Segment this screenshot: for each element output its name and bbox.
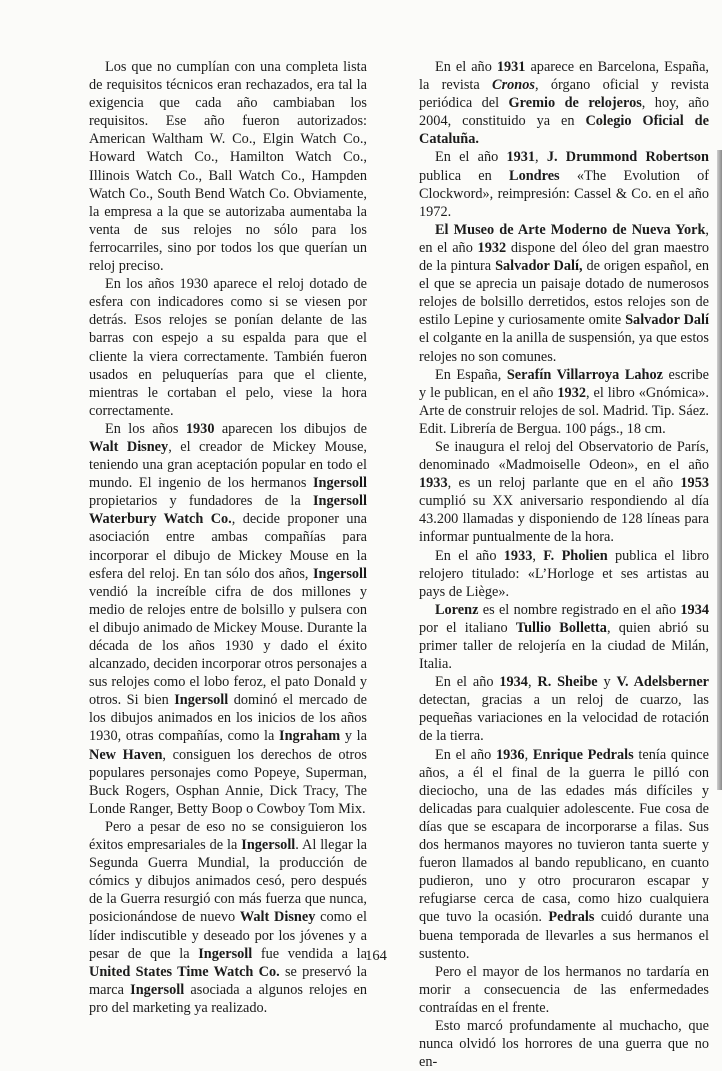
text-run: , en el año — [419, 221, 709, 256]
text-run: , — [527, 674, 538, 691]
bold-text: Ingersoll — [312, 475, 367, 492]
paragraph — [419, 601, 709, 673]
page-number: 164 — [365, 948, 387, 964]
text-run: En el año — [435, 59, 497, 75]
text-run: , el creador de Mickey Mouse, teniendo una gran aceptación popular en todo el mundo. El ingenio de los hermanos — [89, 438, 367, 492]
text-run: y la — [340, 728, 367, 745]
text-run: Se inaugura el reloj del Observatorio de París, denominado «Madmoiselle Odeon», en el año — [419, 438, 709, 474]
bold-text: 1933 — [503, 547, 533, 564]
text-run: Pero el mayor de los hermanos no tardaría en morir a consecuencia de las enfermedades contraídas en el frente. — [419, 963, 709, 1016]
bold-text: El Museo de Arte Moderno de Nueva York — [435, 221, 706, 238]
paragraph — [419, 366, 709, 438]
bold-text: V. Adelsberner — [616, 674, 710, 691]
bold-text: F. Pholien — [543, 547, 608, 564]
text-run: aparece en Barcelona, España, la revista — [419, 59, 709, 94]
bold-text: 1933 — [419, 475, 448, 492]
page-edge-shadow — [717, 150, 722, 790]
bold-text: Lorenz — [435, 601, 479, 618]
text-run: En los años — [105, 420, 186, 437]
bold-text: Ingersoll Waterbury Watch Co. — [89, 493, 367, 528]
text-run: es el nombre registrado en el año — [478, 601, 681, 618]
text-run: , es un reloj parlante que en el año — [447, 475, 681, 492]
bold-text: Ingraham — [279, 728, 341, 745]
bold-text: Gremio de relojeros — [508, 95, 642, 112]
text-run: , — [524, 746, 533, 763]
text-run: escribe y le publican, en el año — [419, 366, 710, 401]
text-run: por el italiano — [419, 619, 516, 636]
text-run: cumplió su XX aniversario respondiendo al día 43.200 llamadas y disponiendo de 128 líneas para informar puntualmente de la hora. — [419, 493, 709, 546]
bold-text: Ingersoll — [174, 692, 229, 709]
paragraph — [419, 547, 709, 601]
text-run: y — [597, 674, 617, 691]
text-run: En el año — [435, 746, 496, 763]
paragraph — [419, 221, 709, 366]
right-text-column — [419, 58, 709, 1071]
bold-text: 1936 — [495, 746, 525, 763]
bold-text: 1932 — [557, 384, 586, 401]
bold-text: 1930 — [185, 420, 215, 437]
text-run: cuidó durante una buena temporada de llevarles a sus hermanos el sustento. — [419, 909, 709, 962]
text-run: Esto marcó profundamente al muchacho, que nunca olvidó los horrores de una guerra que no en- — [419, 1017, 709, 1071]
bold-text: 1934 — [680, 601, 709, 618]
text-run: Pero a pesar de eso no se consiguieron los éxitos empresariales de la — [89, 818, 367, 854]
bold-text: 1934 — [499, 674, 528, 691]
paragraph — [419, 673, 709, 745]
left-text-column — [89, 58, 367, 1017]
paragraph — [419, 746, 709, 963]
text-run: fue vendida a la — [252, 945, 367, 962]
bold-text: Londres — [509, 167, 560, 184]
text-run: , — [532, 547, 544, 564]
bold-text: Ingersoll — [130, 981, 185, 998]
bold-text: Salvador Dalí — [625, 312, 709, 329]
bold-text: 1932 — [477, 239, 507, 256]
text-run: de origen español, en el que se aprecia un paisaje dotado de numerosos relojes de bolsillo derretidos, estos relojes son de estilo Lepine y curiosamente omite — [419, 258, 710, 329]
bold-text: Ingersoll — [241, 837, 296, 854]
paragraph — [89, 58, 367, 275]
paragraph — [89, 818, 367, 1017]
text-run: , el libro «Gnómica». Arte de construir relojes de sol. Madrid. Tip. Sáez. Edit. Librería de Bergua. 100 págs., 18 cm. — [419, 384, 709, 437]
text-run: Los que no cumplían con una completa lista de requisitos técnicos eran rechazados, era tal la exigencia que cada año cambiaban los requisitos. Ese año fueron autorizados: American Waltham W. Co., Elgin Watch Co., Howard Watch Co., Hamilton Watch Co., Illinois Watch Co., Ball Watch Co., Hampden Watch Co., South Bend Watch Co. Obviamente, la empresa a la que se autorizaba aumentaba la venta de sus relojes no sólo para los ferrocarriles, sino por todos los que querían un reloj preciso. — [89, 59, 367, 275]
text-run: , quien abrió su primer taller de relojería en la ciudad de Milán, Italia. — [419, 619, 709, 673]
bold-text: United States Time Watch Co. — [89, 963, 280, 980]
text-run: , hoy, año 2004, constituido ya en — [419, 95, 709, 130]
text-run: En el año — [435, 547, 504, 564]
bold-text: Cronos — [492, 77, 535, 94]
text-run: detectan, gracias a un reloj de cuarzo, las pequeñas variaciones en la velocidad de rotación de la tierra. — [419, 692, 709, 745]
bold-text: Tullio Bolletta — [515, 619, 607, 636]
text-run: . Al llegar la Segunda Guerra Mundial, la producción de cómics y dibujos animados cesó, pero después de la Guerra resurgió con más fuerza que nunca, posicionándose de nuevo — [89, 837, 368, 926]
bold-text: 1953 — [680, 475, 709, 492]
bold-text: Walt Disney — [239, 909, 316, 926]
text-run: vendió la increíble cifra de dos millones y medio de relojes entre de bolsillo y pulsera con el dibujo animado de Mickey Mouse. Durante la década de los años 1930 y dado el éxito alcanzado, deciden incorporar otros personajes a sus relojes como el lobo feroz, el pato Donald y otros. Si bien — [89, 583, 367, 709]
bold-text: R. Sheibe — [537, 674, 598, 691]
bold-text: Ingersoll — [312, 565, 367, 582]
text-run: publica en — [419, 167, 510, 184]
paragraph — [419, 1017, 709, 1071]
text-run: En España, — [435, 366, 507, 383]
text-run: propietarios y fundadores de la — [89, 493, 313, 510]
text-run: En el año — [435, 149, 507, 166]
text-run: En los años 1930 aparece el reloj dotado de esfera con indicadores como si se viesen por detrás. Esos relojes se ponían delante de las barras con espejo a su espalda para que el cliente la viera correctamente. También fueron usados en peluquerías para que el cliente, mientras le cortaban el pelo, viese la hora correctamente. — [89, 276, 367, 419]
bold-text: Salvador Dalí, — [495, 258, 583, 275]
text-run: tenía quince años, a él el final de la guerra le pilló con dieciocho, una de las edades más difíciles y delicadas para cualquier adolescente. Fue cosa de días que se escapara de incorporarse a filas. Sus dos hermanos mayores no tuvieron tanta suerte y fueron llamados al bando republicano, en cuanto pudieron, uno y otro procuraron escapar y refugiarse cerca de casa, como hizo cualquiera que tuvo la ocasión. — [419, 746, 709, 926]
text-run: , consiguen los derechos de otros populares personajes como Popeye, Superman, Buck Rogers, Osphan Annie, Dick Tracy, The Londe Ranger, Betty Boop o Cowboy Tom Mix. — [89, 746, 367, 817]
bold-text: Ingersoll — [198, 945, 253, 962]
text-run: aparecen los dibujos de — [214, 420, 367, 437]
bold-text: J. Drummond Robertson — [546, 149, 709, 166]
paragraph — [89, 420, 367, 818]
text-run: el colgante en la anilla de suspensión, ya que estos relojes no son comunes. — [419, 330, 709, 365]
text-run: se preservó la marca — [89, 963, 367, 998]
paragraph — [419, 148, 709, 220]
text-run: como el líder indiscutible y deseado por los jóvenes y a pesar de que la — [89, 909, 367, 962]
bold-text: Pedrals — [548, 909, 595, 926]
bold-text: New Haven — [89, 746, 163, 763]
paragraph — [89, 275, 367, 420]
text-run: «The Evolution of Clockword», reimpresión: Cassel & Co. en el año 1972. — [419, 167, 709, 220]
text-run: dispone del óleo del gran maestro de la pintura — [419, 239, 709, 275]
paragraph — [419, 963, 709, 1017]
bold-text: 1931 — [496, 59, 526, 75]
bold-text: Serafín Villarroya Lahoz — [506, 366, 663, 383]
text-run: , — [535, 149, 547, 166]
text-run: publica el libro relojero titulado: «L’Horloge et ses artistas au pays de Liège». — [419, 547, 709, 600]
bold-text: 1931 — [506, 149, 536, 166]
bold-text: Walt Disney — [89, 438, 169, 455]
paragraph — [419, 438, 709, 547]
paragraph — [419, 58, 709, 148]
text-run: En el año — [435, 674, 500, 691]
text-run: , órgano oficial y revista periódica del — [419, 77, 709, 112]
bold-text: Enrique Pedrals — [532, 746, 634, 763]
bold-text: Colegio Oficial de Cataluña. — [419, 113, 709, 148]
text-run: asociada a algunos relojes en pro del marketing ya realizado. — [89, 981, 367, 1016]
text-run: dominó el mercado de los dibujos animados en los inicios de los años 1930, otras compañías, como la — [89, 692, 367, 745]
text-run: , decide proponer una asociación entre ambas compañías para incorporar el dibujo de Mickey Mouse en la esfera del reloj. En tan sólo dos años, — [89, 511, 367, 582]
